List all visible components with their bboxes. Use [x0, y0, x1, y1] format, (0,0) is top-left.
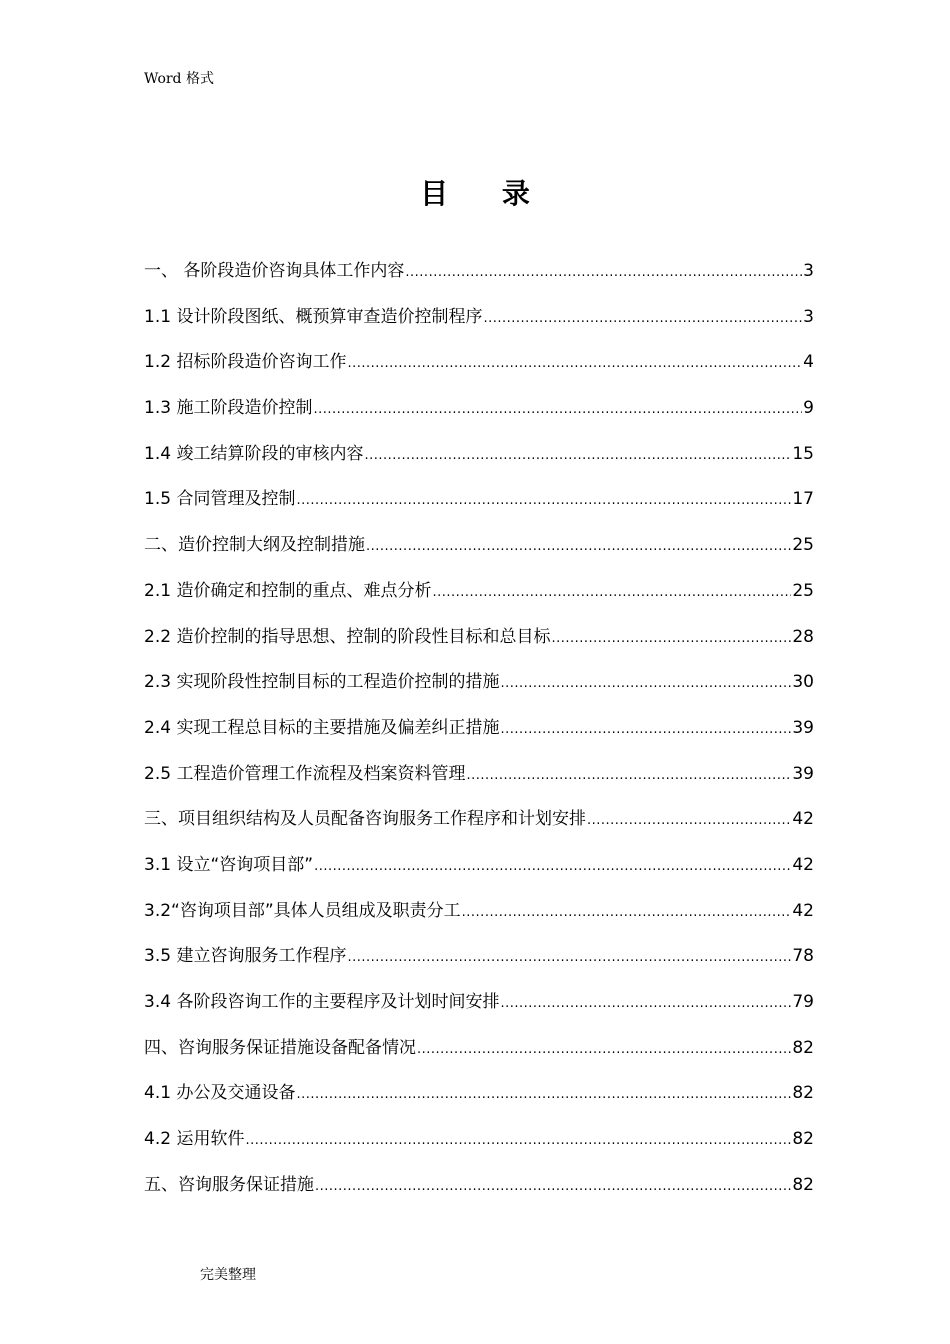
toc-entry-title: 1.2 招标阶段造价咨询工作 [144, 352, 347, 373]
toc-entry-page-number: 82 [792, 1037, 814, 1058]
toc-entry[interactable] [144, 804, 814, 850]
toc-entry-page-number: 25 [792, 535, 814, 556]
toc-dot-leader [313, 395, 802, 425]
toc-entry-page-number: 25 [792, 580, 814, 601]
toc-dot-leader [500, 715, 791, 745]
toc-entry-page-number: 79 [792, 992, 814, 1012]
toc-entry-title: 1.4 竣工结算阶段的审核内容 [144, 443, 364, 464]
toc-entry-page-number: 82 [792, 1083, 814, 1104]
toc-entry[interactable] [144, 987, 814, 1033]
toc-entry-title: 3.5 建立咨询服务工作程序 [144, 946, 347, 967]
toc-entry-title: 2.3 实现阶段性控制目标的工程造价控制的措施 [144, 672, 500, 693]
toc-entry[interactable] [144, 622, 814, 668]
toc-entry[interactable] [144, 759, 814, 805]
toc-entry-title: 3.1 设立“咨询项目部” [144, 854, 314, 875]
toc-entry-page-number: 3 [803, 261, 814, 281]
toc-dot-leader [417, 1035, 791, 1065]
toc-entry[interactable] [144, 941, 814, 987]
toc-entry-page-number: 17 [792, 489, 814, 510]
toc-dot-leader [483, 304, 802, 334]
toc-entry-title: 4.1 办公及交通设备 [144, 1083, 296, 1104]
toc-entry-title: 一、 各阶段造价咨询具体工作内容 [144, 261, 405, 281]
toc-entry-title: 1.5 合同管理及控制 [144, 489, 296, 510]
page-header-label: Word 格式 [144, 71, 214, 87]
toc-dot-leader [314, 852, 791, 882]
toc-dot-leader [364, 441, 791, 471]
toc-entry-page-number: 39 [792, 717, 814, 738]
toc-entry-title: 四、咨询服务保证措施设备配备情况 [144, 1037, 416, 1058]
toc-dot-leader [466, 761, 791, 791]
toc-entry[interactable] [144, 393, 814, 439]
toc-entry-title: 1.1 设计阶段图纸、概预算审查造价控制程序 [144, 306, 483, 327]
toc-entry-page-number: 4 [803, 352, 814, 373]
toc-entry[interactable] [144, 1078, 814, 1124]
toc-dot-leader [347, 943, 791, 973]
toc-entry[interactable] [144, 850, 814, 896]
toc-dot-leader [587, 806, 791, 836]
toc-entry[interactable] [144, 667, 814, 713]
toc-dot-leader [347, 349, 802, 379]
toc-entry[interactable] [144, 530, 814, 576]
toc-entry[interactable] [144, 256, 814, 302]
toc-entry[interactable] [144, 896, 814, 942]
page-footer-label: 完美整理 [200, 1267, 256, 1283]
toc-entry-title: 2.4 实现工程总目标的主要措施及偏差纠正措施 [144, 717, 500, 738]
toc-entry[interactable] [144, 576, 814, 622]
toc-entry-title: 2.1 造价确定和控制的重点、难点分析 [144, 580, 432, 601]
toc-dot-leader [500, 989, 791, 1019]
toc-dot-leader [366, 532, 791, 562]
toc-entry-page-number: 28 [792, 626, 814, 647]
toc-entry[interactable] [144, 347, 814, 393]
toc-entry[interactable] [144, 1033, 814, 1079]
toc-entry[interactable] [144, 1124, 814, 1170]
toc-dot-leader [296, 486, 791, 516]
toc-entry[interactable] [144, 1170, 814, 1216]
toc-entry-page-number: 82 [792, 1174, 814, 1195]
toc-entry[interactable] [144, 713, 814, 759]
table-of-contents [144, 256, 814, 1215]
toc-entry[interactable] [144, 439, 814, 485]
toc-dot-leader [245, 1126, 791, 1156]
toc-entry-page-number: 78 [792, 946, 814, 967]
toc-entry-page-number: 3 [803, 306, 814, 327]
toc-entry-page-number: 42 [792, 854, 814, 875]
toc-entry-page-number: 30 [792, 672, 814, 693]
toc-entry-title: 3.4 各阶段咨询工作的主要程序及计划时间安排 [144, 992, 500, 1012]
toc-entry-title: 4.2 运用软件 [144, 1129, 245, 1150]
toc-entry-title: 1.3 施工阶段造价控制 [144, 398, 313, 419]
toc-entry-page-number: 42 [792, 900, 814, 921]
toc-entry-title: 五、咨询服务保证措施 [144, 1174, 314, 1195]
toc-entry-page-number: 15 [792, 443, 814, 464]
toc-entry-page-number: 42 [792, 809, 814, 830]
toc-dot-leader [551, 624, 791, 654]
toc-dot-leader [405, 258, 802, 288]
toc-entry-page-number: 39 [792, 763, 814, 784]
toc-entry-title: 2.5 工程造价管理工作流程及档案资料管理 [144, 763, 466, 784]
toc-entry[interactable] [144, 484, 814, 530]
toc-entry-title: 三、项目组织结构及人员配备咨询服务工作程序和计划安排 [144, 809, 586, 830]
toc-dot-leader [500, 669, 791, 699]
toc-entry[interactable] [144, 302, 814, 348]
toc-entry-title: 二、造价控制大纲及控制措施 [144, 535, 365, 556]
toc-dot-leader [296, 1080, 791, 1110]
toc-entry-title: 2.2 造价控制的指导思想、控制的阶段性目标和总目标 [144, 626, 551, 647]
toc-entry-title: 3.2“咨询项目部”具体人员组成及职责分工 [144, 900, 461, 921]
toc-title: 目 录 [420, 177, 552, 210]
toc-entry-page-number: 9 [803, 398, 814, 419]
toc-dot-leader [432, 578, 791, 608]
toc-dot-leader [315, 1172, 791, 1202]
toc-dot-leader [462, 898, 792, 928]
toc-entry-page-number: 82 [792, 1129, 814, 1150]
